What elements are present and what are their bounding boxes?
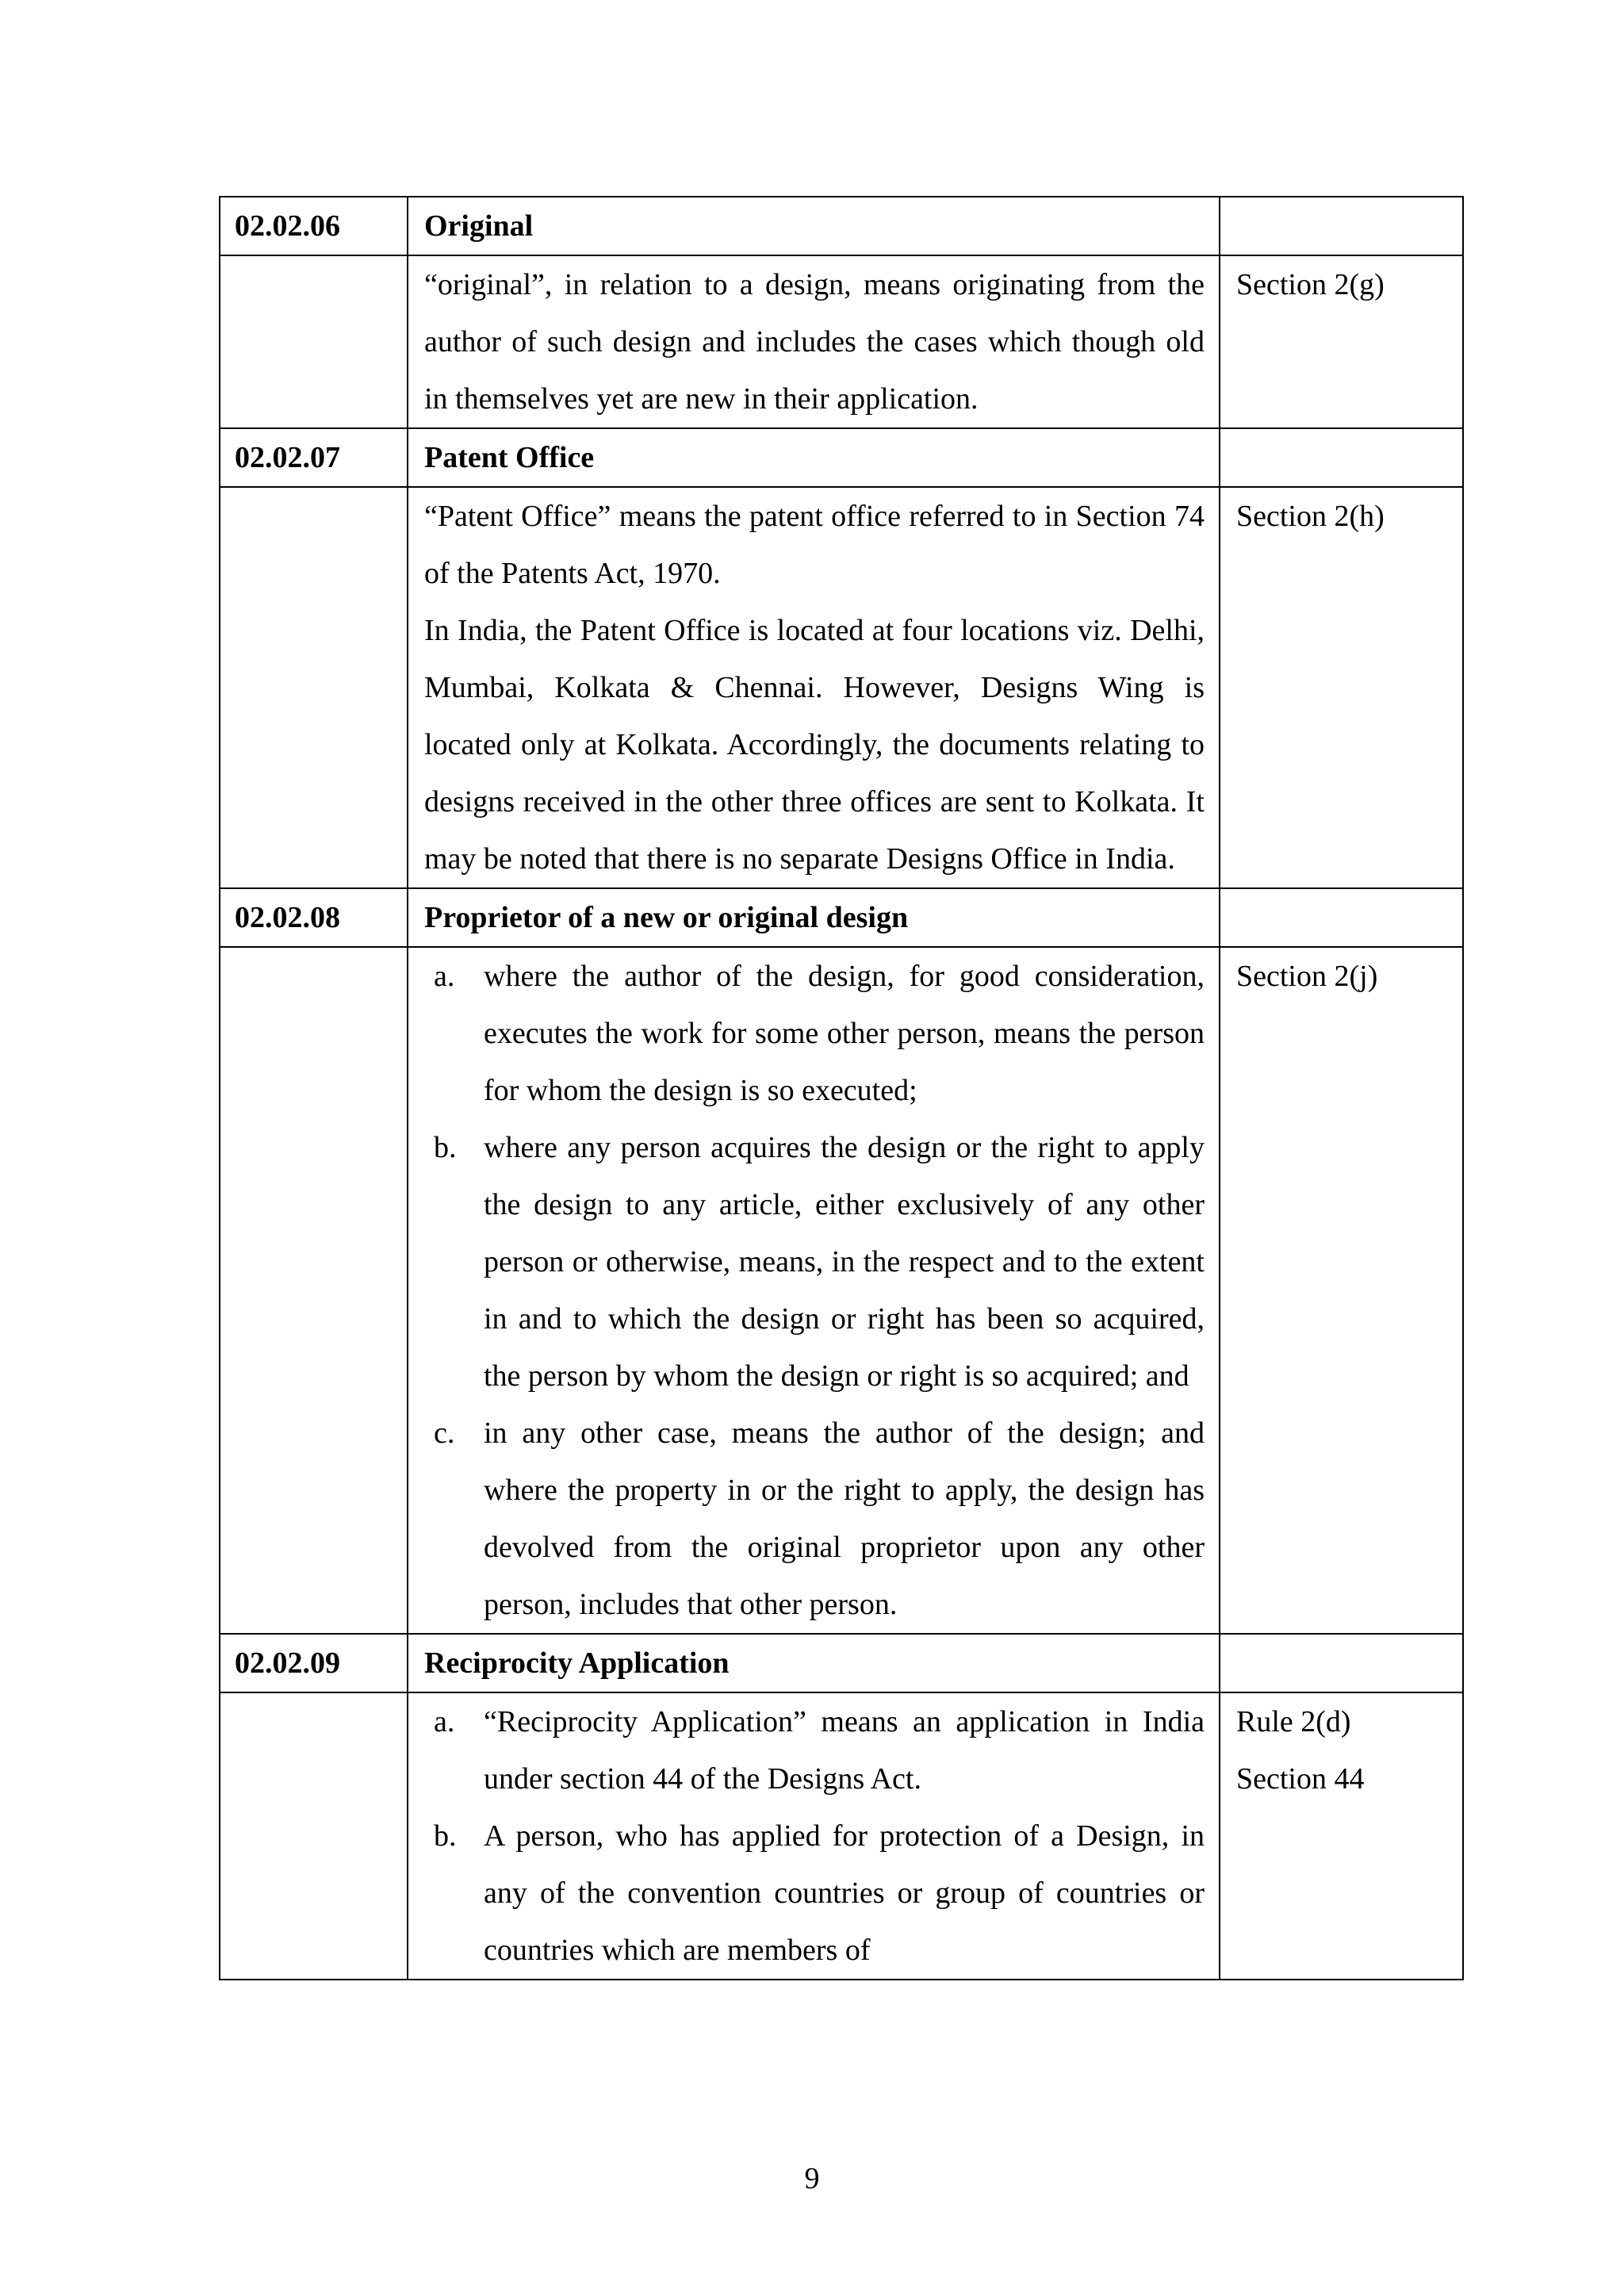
page-number: 9 [804, 2162, 820, 2195]
section-body-row [220, 487, 1463, 888]
section-number: 02.02.06 [220, 197, 408, 255]
empty-number-cell [220, 487, 408, 888]
list-marker: b. [434, 1131, 457, 1164]
list-item-text: where the author of the design, for good consideration, executes the work for some other person, means the person for whom the design is so executed; [484, 960, 1205, 1107]
reference-text: Section 2(h) [1236, 500, 1385, 533]
list-item [424, 1807, 1205, 1979]
reference-text: Section 44 [1236, 1762, 1365, 1796]
section-body [408, 1692, 1220, 1980]
section-body [408, 487, 1220, 888]
reference-text: Rule 2(d) [1236, 1705, 1351, 1738]
empty-ref-cell [1220, 428, 1463, 487]
list-item [424, 1693, 1205, 1807]
section-header-row [220, 197, 1463, 255]
section-body [408, 255, 1220, 428]
definition-list [424, 948, 1205, 1633]
definition-list [424, 1693, 1205, 1979]
definition-paragraph: In India, the Patent Office is located at four locations viz. Delhi, Mumbai, Kolkata & Chennai. However, Designs Wing is located only at Kolkata. Accordingly, the documents relating to designs received in the other three offices are sent to Kolkata. It may be noted that there is no separate Designs Office in India. [424, 614, 1205, 876]
section-body-row [220, 255, 1463, 428]
reference-cell [1220, 1692, 1463, 1980]
empty-ref-cell [1220, 197, 1463, 255]
list-item-text: A person, who has applied for protection of a Design, in any of the convention countries or group of countries or countries which are members of [484, 1819, 1205, 1967]
section-number: 02.02.09 [220, 1634, 408, 1692]
reference-text: Section 2(j) [1236, 960, 1378, 993]
definitions-table [219, 196, 1464, 1980]
section-body [408, 947, 1220, 1634]
reference-cell [1220, 947, 1463, 1634]
section-number: 02.02.08 [220, 888, 408, 947]
definition-paragraph: “original”, in relation to a design, means originating from the author of such design and includes the cases which though old in themselves yet are new in their application. [424, 268, 1205, 416]
list-item [424, 1405, 1205, 1633]
list-item-text: where any person acquires the design or the right to apply the design to any article, either exclusively of any other person or otherwise, means, in the respect and to the extent in and to which the design or right has been so acquired, the person by whom the design or right is so acquired; and [484, 1131, 1205, 1393]
list-marker: a. [434, 1705, 455, 1738]
list-item [424, 1119, 1205, 1405]
list-marker: b. [434, 1819, 457, 1853]
reference-cell [1220, 487, 1463, 888]
section-title: Original [408, 197, 1220, 255]
section-header-row [220, 1634, 1463, 1692]
reference-text: Section 2(g) [1236, 268, 1385, 301]
section-body-row [220, 1692, 1463, 1980]
empty-number-cell [220, 255, 408, 428]
section-header-row [220, 428, 1463, 487]
empty-number-cell [220, 947, 408, 1634]
list-item [424, 948, 1205, 1119]
list-item-text: in any other case, means the author of the design; and where the property in or the right to apply, the design has devolved from the original proprietor upon any other person, includes that other person. [484, 1416, 1205, 1621]
section-title: Proprietor of a new or original design [408, 888, 1220, 947]
empty-ref-cell [1220, 1634, 1463, 1692]
list-marker: c. [434, 1416, 455, 1450]
section-header-row [220, 888, 1463, 947]
reference-cell [1220, 255, 1463, 428]
section-body-row [220, 947, 1463, 1634]
list-marker: a. [434, 960, 455, 993]
empty-number-cell [220, 1692, 408, 1980]
list-item-text: “Reciprocity Application” means an application in India under section 44 of the Designs Act. [484, 1705, 1205, 1796]
definition-paragraph: “Patent Office” means the patent office referred to in Section 74 of the Patents Act, 1970. [424, 500, 1205, 590]
section-title: Patent Office [408, 428, 1220, 487]
section-title: Reciprocity Application [408, 1634, 1220, 1692]
section-number: 02.02.07 [220, 428, 408, 487]
empty-ref-cell [1220, 888, 1463, 947]
